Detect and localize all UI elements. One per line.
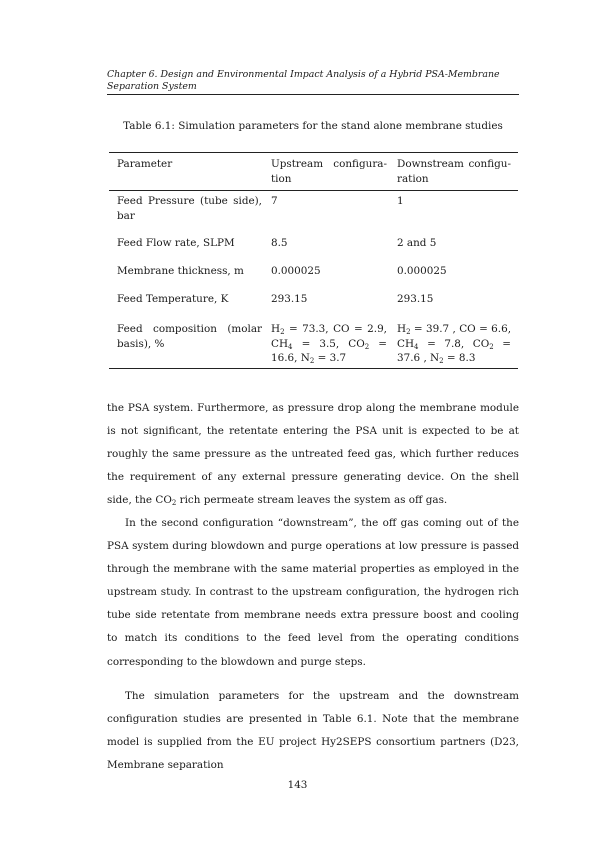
table-cell: Membrane thickness, m [117,265,244,277]
table-cell: 7 [271,195,278,207]
table-caption: Table 6.1: Simulation parameters for the stand alone membrane studies [123,120,503,132]
table-cell: 293.15 [271,293,308,305]
body-paragraph: the PSA system. Furthermore, as pressure drop along the membrane module is not significant, the retentate entering the PSA unit is expected to be at roughly the same pressure as the untreated feed gas, which further reduces the requirement of any external pressure generating device. On the shell side, the $CO_2$ rich permeate stream leaves the system as off gas. [107,402,519,508]
table-cell: Feed Temperature, K [117,293,229,305]
page-number: 143 [287,779,308,791]
table-cell: 0.000025 [271,265,321,277]
table-cell: 293.15 [397,293,434,305]
table-bottom-rule [109,368,518,369]
table-cell: 1 [397,195,404,207]
table-cell-composition-upstream: $H_2 = 73.3$, CO = 2.9, $CH_4 = 3.5$, $CO_2 = 16.6$, $N_2 = 3.7$ [271,323,387,365]
table-header-rule [109,190,518,191]
table-cell: 8.5 [271,237,288,249]
table-cell: 0.000025 [397,265,447,277]
table-cell: Feed composition (molar basis), % [117,323,262,350]
table-cell: Feed Pressure (tube side), bar [117,195,262,222]
body-paragraph: In the second configuration “downstream”, the off gas coming out of the PSA system during blowdown and purge operations at low pressure is passed through the membrane with the same material properties as employed in the upstream study. In contrast to the upstream configuration, the hydrogen rich tube side retentate from membrane needs extra pressure boost and cooling to match its conditions to the feed level from the operating conditions corresponding to the blowdown and purge steps. [107,517,519,668]
table-cell-composition-downstream: $H_2 = 39.7$ , CO = 6.6, $CH_4 = 7.8$, $CO_2 = 37.6$ , $N_2 = 8.3$ [397,323,511,365]
running-header: Chapter 6. Design and Environmental Impact Analysis of a Hybrid PSA-Membrane Separation System [107,69,519,95]
table-header-parameter: Parameter [117,158,173,170]
table-cell: Feed Flow rate, SLPM [117,237,235,249]
table-top-rule [109,152,518,153]
table-header-downstream: Downstream configu-ration [397,158,511,185]
table-cell: 2 and 5 [397,237,437,249]
table-header-upstream: Upstream configura-tion [271,158,387,185]
body-paragraph: The simulation parameters for the upstream and the downstream configuration studies are presented in Table 6.1. Note that the membrane model is supplied from the EU project Hy2SEPS consortium partners (D23, Membrane separation [107,690,519,772]
